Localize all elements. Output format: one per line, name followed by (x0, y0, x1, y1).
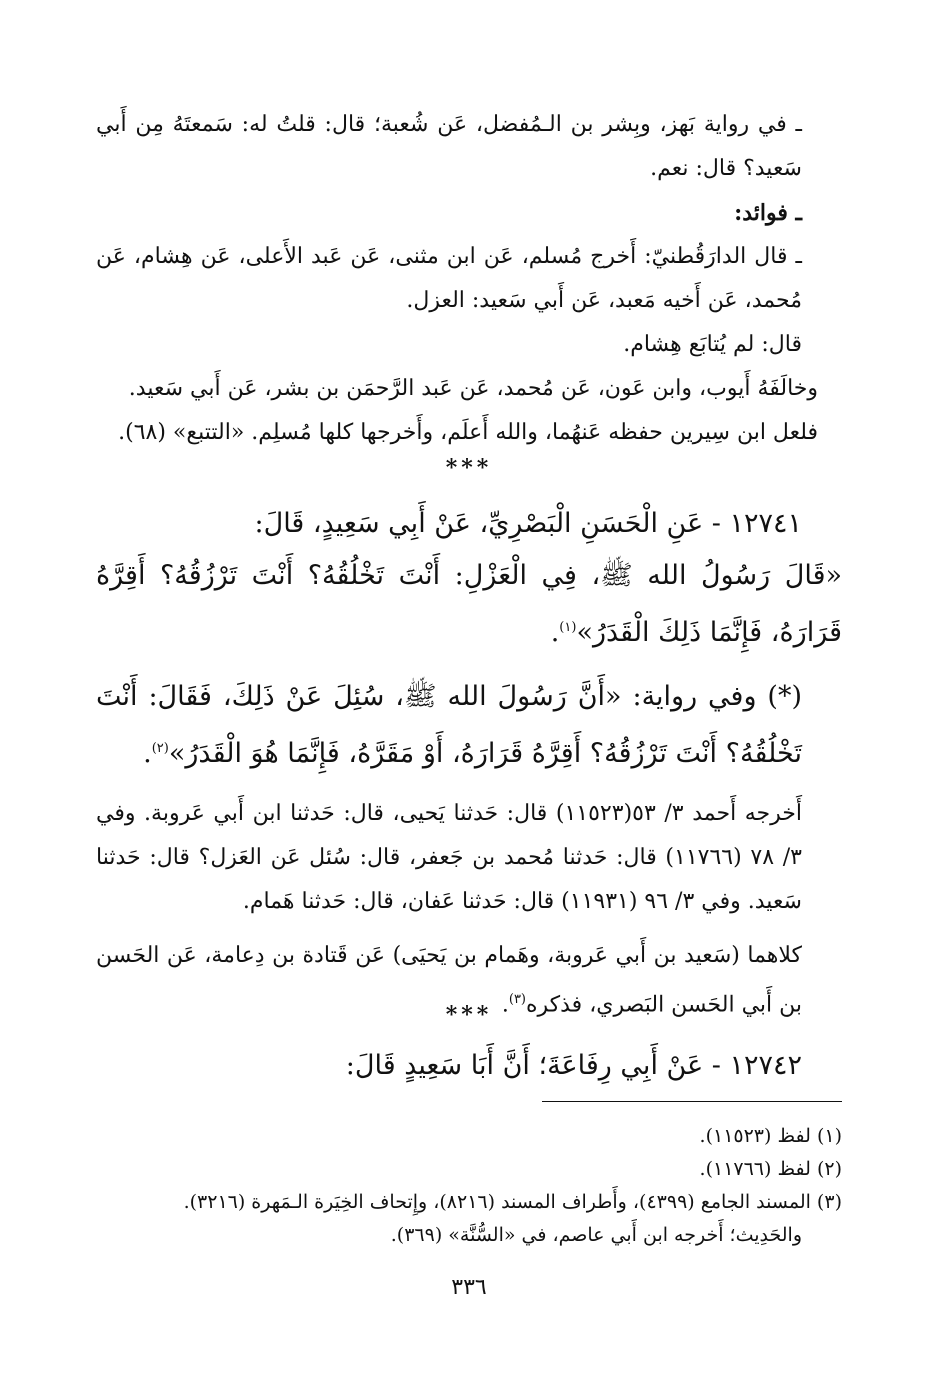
daraqutni-paragraph: ـ قال الدارَقُطنيّ: أَخرج مُسلم، عَن ابن مثنى، عَن عَبد الأَعلى، عَن هِشام، عَن مُحمد، عَن أَخيه مَعبد، عَن أَبي سَعيد: العزل. (96, 244, 802, 313)
riwaya-bahz-paragraph: ـ في رواية بَهز، وبِشر بن الـمُفضل، عَن شُعبة؛ قال: قلتُ له: سَمعتَهُ مِن أَبي سَعيد؟ قال: نعم. (96, 112, 802, 181)
khalafahu-line: وخالَفَهُ أَيوب، وابن عَون، عَن مُحمد، عَن عَبد الرَّحمَن بن بشر، عَن أَبي سَعيد. (128, 376, 818, 401)
hadith-12741-matn: «قَالَ رَسُولُ الله ﷺ، فِي الْعَزْلِ: أَنْتَ تَخْلُقُهُ؟ أَنْتَ تَرْزُقُهُ؟ أَقِرَّهُ قَرَارَهُ، فَإِنَّمَا ذَلِكَ الْقَدَرُ» (96, 560, 842, 648)
kilahuma-text: كلاهما (سَعيد بن أَبي عَروبة، وهَمام بن يَحيَى) عَن قَتادة بن دِعامة، عَن الحَسن بن أَبي الحَسن البَصري، فذكره (96, 943, 802, 1018)
footnote-3-continued: والحَدِيث؛ أَخرجه ابن أَبي عاصم، في «السُّنَّة» (٣٦٩). (390, 1224, 802, 1246)
footnote-ref-1[interactable]: (١) (559, 620, 577, 635)
hadith-12741-text (96, 550, 842, 659)
riwaya-end: . (143, 738, 152, 769)
section-narration-notes (96, 103, 842, 455)
kilahuma-end: . (501, 992, 509, 1018)
separator-stars: *** (445, 455, 493, 481)
footnotes (96, 1120, 842, 1252)
lam-yutaba-line: قال: لم يُتابَع هِشام. (623, 332, 802, 357)
footnote-3: (٣) المسند الجامع (٤٣٩٩)، وأَطراف المسند (٨٢١٦)، وإِتحاف الخِيَرة الـمَهرة (٣٢١٦). (183, 1191, 842, 1213)
fawaid-heading: ـ فوائد: (734, 200, 802, 226)
hadith-12741-heading: ١٢٧٤١ - عَنِ الْحَسَنِ الْبَصْرِيِّ، عَنْ أَبِي سَعِيدٍ، قَالَ: (254, 508, 802, 539)
footnote-2: (٢) لفظ (١١٧٦٦). (699, 1158, 842, 1180)
page-number: ٣٣٦ (451, 1275, 487, 1300)
separator-stars-2: *** (445, 1002, 493, 1028)
hadith-12742-heading: ١٢٧٤٢ - عَنْ أَبِي رِفَاعَةَ؛ أَنَّ أَبَا سَعِيدٍ قَالَ: (345, 1050, 802, 1081)
fala-alla-line: فلعل ابن سِيرين حفظه عَنهُما، والله أَعلَم، وأَخرجها كلها مُسلِم. «التتبع» (٦٨). (118, 420, 818, 445)
footnote-ref-3[interactable]: (٣) (508, 992, 526, 1007)
footnote-divider (542, 1101, 842, 1102)
riwaya-text: (*) وفي رواية: «أَنَّ رَسُولَ الله ﷺ، سُئِلَ عَنْ ذَلِكَ، فَقَالَ: أَنْتَ تَخْلُقُهُ؟ أَنْتَ تَرْزُقُهُ؟ أَقِرَّهُ قَرَارَهُ، أَوْ مَقَرَّهُ، فَإِنَّمَا هُوَ الْقَدَرُ» (96, 681, 802, 769)
footnote-1: (١) لفظ (١١٥٢٣). (699, 1125, 842, 1147)
hadith-12741 (96, 498, 842, 1027)
footnote-ref-2[interactable]: (٢) (151, 741, 169, 756)
hadith-12741-end: . (550, 617, 560, 648)
hadith-12742 (96, 1040, 842, 1092)
hadith-12741-riwaya (96, 671, 842, 780)
takhrij-paragraph: أَخرجه أَحمد ٣/ ٥٣(١١٥٢٣) قال: حَدثنا يَحيى، قال: حَدثنا ابن أَبي عَروبة. وفي ٣/ ٧٨ (١١٧٦٦) قال: حَدثنا مُحمد بن جَعفر، قال: سُئل عَن العَزل؟ قال: حَدثنا سَعيد. وفي ٣/ ٩٦ (١١٩٣١) قال: حَدثنا عَفان، قال: حَدثنا هَمام. (96, 801, 803, 914)
